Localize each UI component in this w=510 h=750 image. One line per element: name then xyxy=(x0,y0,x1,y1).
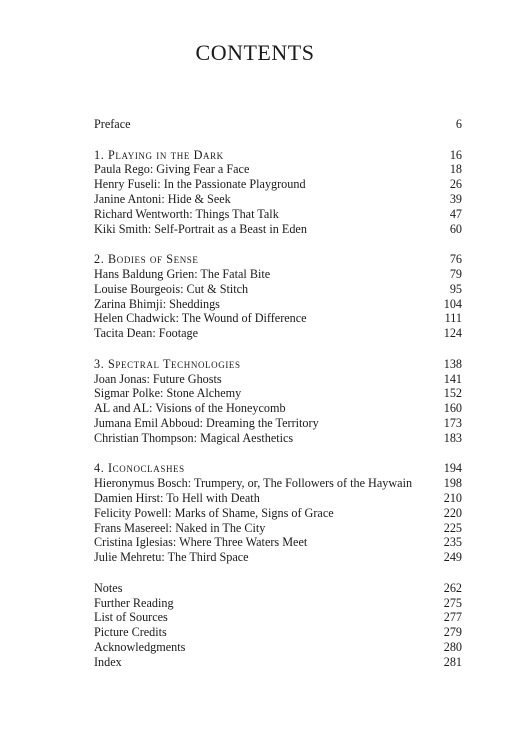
toc-entry-title: Louise Bourgeois: Cut & Stitch xyxy=(94,281,249,296)
toc-entry-row xyxy=(94,267,462,282)
toc-entry-title: Hans Baldung Grien: The Fatal Bite xyxy=(94,266,271,281)
toc-entry-title: Richard Wentworth: Things That Talk xyxy=(94,206,279,221)
toc-page-number: 26 xyxy=(449,177,462,192)
toc-page-number: 152 xyxy=(443,386,462,401)
section-gap xyxy=(94,446,462,462)
toc-entry-row xyxy=(94,491,462,506)
toc-page-number: 249 xyxy=(443,550,462,565)
toc-entry-title: Joan Jonas: Future Ghosts xyxy=(94,371,222,386)
toc-page-number: 277 xyxy=(443,610,462,625)
toc-entry-title: Jumana Emil Abboud: Dreaming the Territory xyxy=(94,415,319,430)
toc-entry-row xyxy=(94,386,462,401)
toc-entry-row xyxy=(94,297,462,312)
toc-entry-title: Janine Antoni: Hide & Seek xyxy=(94,191,231,206)
section-gap xyxy=(94,341,462,357)
toc-page-number: 16 xyxy=(449,147,462,162)
toc-page-number: 47 xyxy=(449,206,462,221)
toc-page-number: 262 xyxy=(443,580,462,595)
toc-entry-title: AL and AL: Visions of the Honeycomb xyxy=(94,401,286,416)
toc-page-number: 79 xyxy=(449,266,462,281)
toc-page-number: 6 xyxy=(455,117,462,131)
toc-page-number: 39 xyxy=(449,191,462,206)
toc-entry-title: 4. Iconoclashes xyxy=(94,461,185,476)
toc-entry-title: 3. Spectral Technologies xyxy=(94,356,241,371)
toc-page-number: 210 xyxy=(443,490,462,505)
toc-page-number: 281 xyxy=(443,654,462,669)
toc-page-number: 18 xyxy=(449,162,462,177)
toc-entry-title: Preface xyxy=(94,117,131,131)
toc-section-row xyxy=(94,461,462,476)
toc-entry-title: Hieronymus Bosch: Trumpery, or, The Followers of the Haywain xyxy=(94,476,413,491)
toc-entry-row xyxy=(94,581,462,596)
toc-entry-row xyxy=(94,207,462,222)
toc-page-number: 160 xyxy=(443,401,462,416)
toc-page-number: 280 xyxy=(443,639,462,654)
toc-page-number: 138 xyxy=(443,356,462,371)
toc-page-number: 235 xyxy=(443,535,462,550)
toc-entry-title: Tacita Dean: Footage xyxy=(94,326,199,341)
toc-entry-title: Damien Hirst: To Hell with Death xyxy=(94,490,260,505)
toc-entry-title: Further Reading xyxy=(94,595,174,610)
toc-entry-title: Acknowledgments xyxy=(94,639,186,654)
toc-entry-row xyxy=(94,311,462,326)
toc-entry-title: List of Sources xyxy=(94,610,168,625)
toc-entry-title: Index xyxy=(94,654,122,669)
toc-entry-title: Zarina Bhimji: Sheddings xyxy=(94,296,220,311)
toc-entry-row xyxy=(94,476,462,491)
toc-entry-row xyxy=(94,192,462,207)
table-of-contents xyxy=(94,117,462,669)
toc-entry-row xyxy=(94,282,462,297)
toc-page-number: 279 xyxy=(443,625,462,640)
toc-entry-title: Cristina Iglesias: Where Three Waters Meet xyxy=(94,535,308,550)
toc-entry-row xyxy=(94,506,462,521)
toc-page-number: 173 xyxy=(443,415,462,430)
toc-entry-row xyxy=(94,431,462,446)
toc-page-number: 198 xyxy=(443,476,462,491)
toc-page-number: 141 xyxy=(443,371,462,386)
toc-page-number: 194 xyxy=(443,461,462,476)
toc-entry-row xyxy=(94,596,462,611)
toc-page-number: 104 xyxy=(443,296,462,311)
toc-entry-row xyxy=(94,117,462,132)
toc-section-row xyxy=(94,357,462,372)
toc-page-number: 95 xyxy=(449,281,462,296)
toc-section-row xyxy=(94,148,462,163)
toc-entry-title: Julie Mehretu: The Third Space xyxy=(94,550,249,565)
toc-page-number: 111 xyxy=(444,311,462,326)
toc-entry-title: Henry Fuseli: In the Passionate Playground xyxy=(94,177,306,192)
toc-entry-row xyxy=(94,610,462,625)
toc-entry-title: Frans Masereel: Naked in The City xyxy=(94,520,266,535)
toc-entry-title: Paula Rego: Giving Fear a Face xyxy=(94,162,250,177)
toc-entry-title: Sigmar Polke: Stone Alchemy xyxy=(94,386,242,401)
page-title: CONTENTS xyxy=(195,40,315,65)
toc-entry-title: Notes xyxy=(94,580,123,595)
section-gap xyxy=(94,236,462,252)
toc-entry-title: 1. Playing in the Dark xyxy=(94,147,224,162)
toc-entry-row xyxy=(94,177,462,192)
toc-entry-row xyxy=(94,640,462,655)
toc-entry-row xyxy=(94,655,462,670)
toc-page-number: 124 xyxy=(443,326,462,341)
toc-page-number: 275 xyxy=(443,595,462,610)
toc-entry-row xyxy=(94,372,462,387)
toc-page-number: 60 xyxy=(449,221,462,236)
toc-entry-title: Kiki Smith: Self-Portrait as a Beast in Eden xyxy=(94,221,307,236)
toc-entry-title: Picture Credits xyxy=(94,625,167,640)
toc-entry-title: 2. Bodies of Sense xyxy=(94,252,199,267)
toc-page-number: 225 xyxy=(443,520,462,535)
toc-section-row xyxy=(94,252,462,267)
toc-entry-row xyxy=(94,416,462,431)
section-gap xyxy=(94,565,462,581)
toc-page-number: 220 xyxy=(443,505,462,520)
toc-entry-row xyxy=(94,326,462,341)
toc-entry-row xyxy=(94,162,462,177)
toc-entry-row xyxy=(94,625,462,640)
toc-page-number: 183 xyxy=(443,430,462,445)
toc-entry-row xyxy=(94,222,462,237)
toc-entry-title: Felicity Powell: Marks of Shame, Signs of Grace xyxy=(94,505,334,520)
toc-entry-title: Helen Chadwick: The Wound of Difference xyxy=(94,311,307,326)
toc-entry-row xyxy=(94,550,462,565)
toc-page-number: 76 xyxy=(449,252,462,267)
toc-entry-title: Christian Thompson: Magical Aesthetics xyxy=(94,430,294,445)
toc-entry-row xyxy=(94,401,462,416)
toc-entry-row xyxy=(94,521,462,536)
toc-entry-row xyxy=(94,535,462,550)
section-gap xyxy=(94,132,462,148)
